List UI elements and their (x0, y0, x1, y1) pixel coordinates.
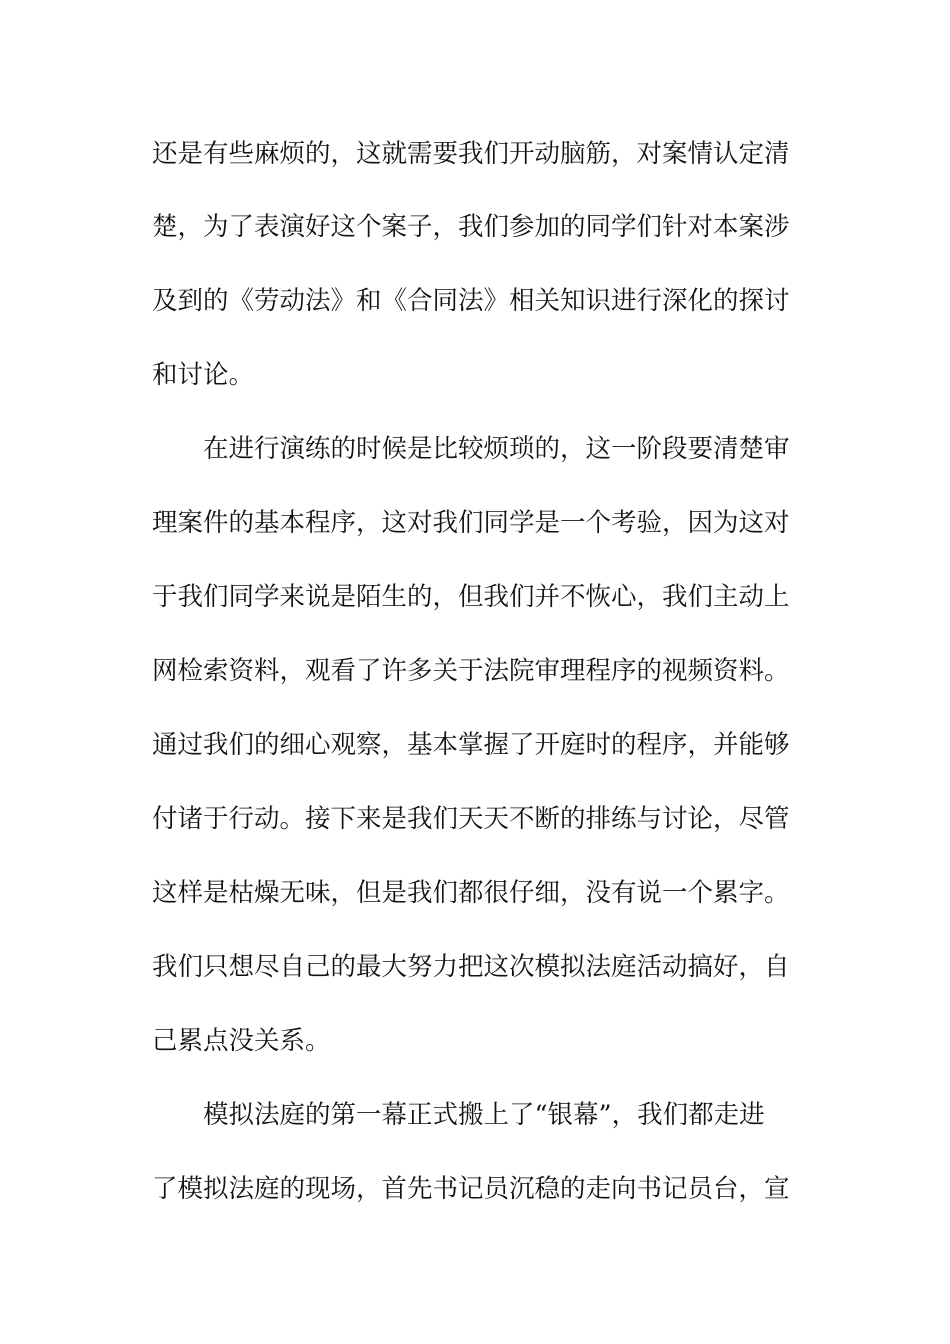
text-line: 通过我们的细心观察，基本掌握了开庭时的程序，并能够 (152, 730, 790, 760)
text-line: 理案件的基本程序，这对我们同学是一个考验，因为这对 (152, 508, 790, 538)
text-line: 和讨论。 (152, 360, 255, 390)
text-line: 付诸于行动。接下来是我们天天不断的排练与讨论，尽管 (152, 804, 790, 834)
text-line: 我们只想尽自己的最大努力把这次模拟法庭活动搞好，自 (152, 952, 790, 982)
text-line: 还是有些麻烦的，这就需要我们开动脑筋，对案情认定清 (152, 139, 790, 169)
text-line: 这样是枯燥无味，但是我们都很仔细，没有说一个累字。 (152, 878, 790, 908)
text-line: 于我们同学来说是陌生的，但我们并不恢心，我们主动上 (152, 582, 790, 612)
text-line: 己累点没关系。 (152, 1026, 331, 1056)
text-line: 楚，为了表演好这个案子，我们参加的同学们针对本案涉 (152, 212, 790, 242)
text-line: 了模拟法庭的现场，首先书记员沉稳的走向书记员台，宣 (152, 1174, 790, 1204)
paragraph-start-line: 模拟法庭的第一幕正式搬上了“银幕”，我们都走进 (203, 1100, 765, 1130)
text-line: 网检索资料，观看了许多关于法院审理程序的视频资料。 (152, 656, 790, 686)
paragraph-start-line: 在进行演练的时候是比较烦琐的，这一阶段要清楚审 (203, 434, 790, 464)
text-line: 及到的《劳动法》和《合同法》相关知识进行深化的探讨 (152, 286, 790, 316)
